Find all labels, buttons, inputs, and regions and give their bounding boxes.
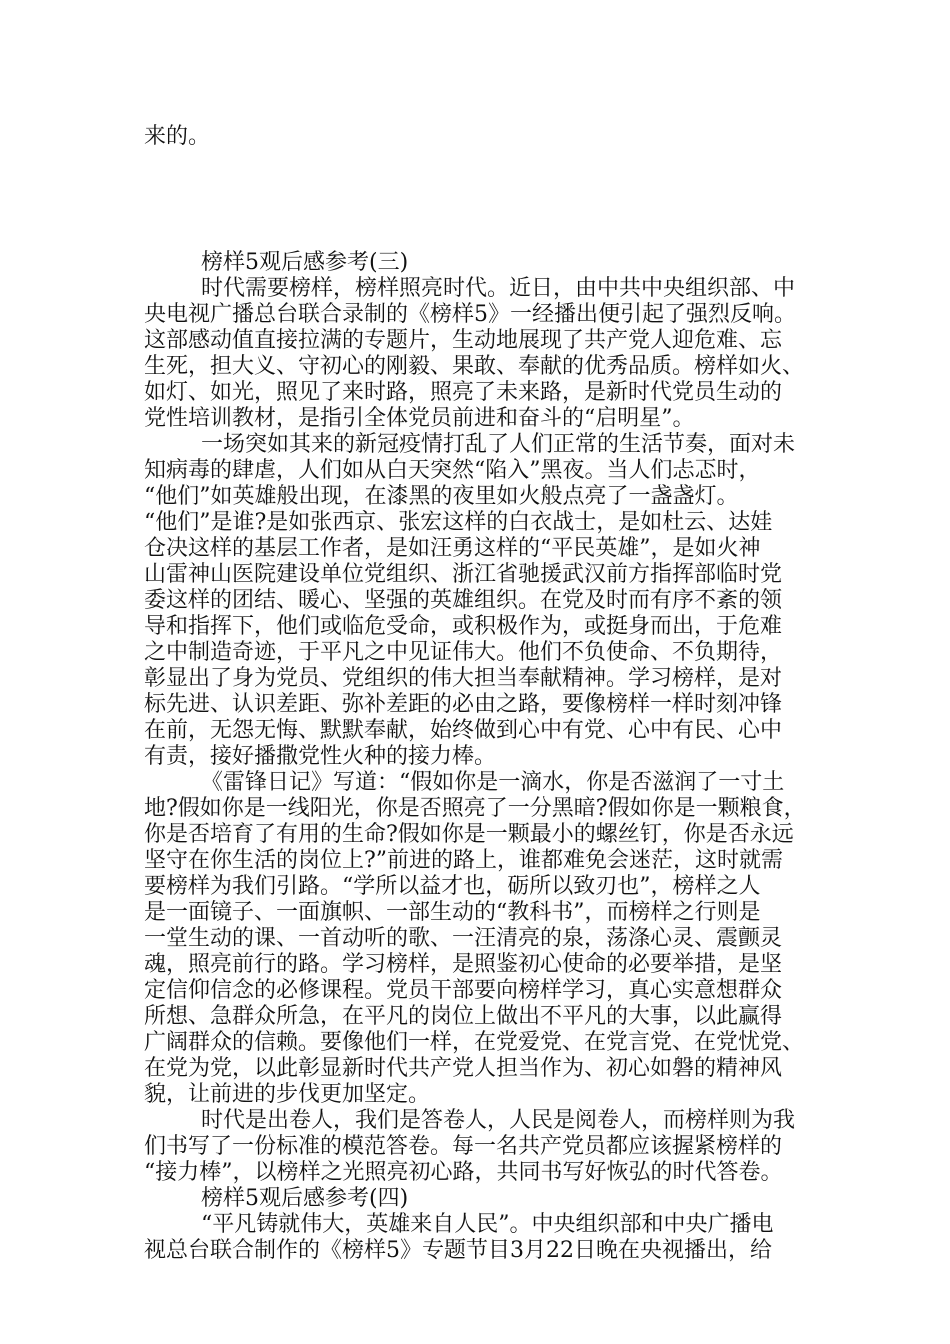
text-line: 地?假如你是一线阳光，你是否照亮了一分黑暗?假如你是一颗粮食，: [144, 796, 806, 821]
text-line: 要榜样为我们引路。“学所以益才也，砺所以致刃也”，榜样之人: [144, 874, 761, 899]
text-line: 党性培训教材，是指引全体党员前进和奋斗的“启明星”。: [144, 406, 695, 431]
text-line: 视总台联合制作的《榜样5》专题节目3月22日晚在央视播出，给: [144, 1238, 772, 1263]
text-line: 坚守在你生活的岗位上?”前进的路上，谁都难免会迷茫，这时就需: [144, 848, 784, 873]
text-line: 所想、急群众所急，在平凡的岗位上做出不平凡的大事，以此赢得: [144, 1004, 783, 1029]
text-line: 一场突如其来的新冠疫情打乱了人们正常的生活节奏，面对未: [201, 432, 796, 457]
text-line: 导和指挥下，他们或临危受命，或积极作为，或挺身而出，于危难: [144, 614, 783, 639]
text-line: 魂，照亮前行的路。学习榜样，是照鉴初心使命的必要举措，是坚: [144, 952, 783, 977]
text-line: 如灯、如光，照见了来时路，照亮了未来路，是新时代党员生动的: [144, 380, 783, 405]
text-line: 生死，担大义、守初心的刚毅、果敢、奉献的优秀品质。榜样如火、: [144, 354, 805, 379]
section-heading: 榜样5观后感参考(三): [201, 250, 409, 275]
text-line: “平凡铸就伟大，英雄来自人民”。中央组织部和中央广播电: [201, 1212, 774, 1237]
text-line: 委这样的团结、暖心、坚强的英雄组织。在党及时而有序不紊的领: [144, 588, 783, 613]
text-line: “他们”如英雄般出现，在漆黑的夜里如火般点亮了一盏盏灯。: [144, 484, 739, 509]
text-line: 定信仰信念的必修课程。党员干部要向榜样学习，真心实意想群众: [144, 978, 783, 1003]
text-line: 《雷锋日记》写道：“假如你是一滴水，你是否滋润了一寸土: [201, 770, 785, 795]
text-line: 时代需要榜样，榜样照亮时代。近日，由中共中央组织部、中: [201, 276, 796, 301]
text-line: 山雷神山医院建设单位党组织、浙江省驰援武汉前方指挥部临时党: [144, 562, 783, 587]
text-line: 们书写了一份标准的模范答卷。每一名共产党员都应该握紧榜样的: [144, 1134, 783, 1159]
text-line: 知病毒的肆虐，人们如从白天突然“陷入”黑夜。当人们忐忑时，: [144, 458, 761, 483]
text-line: 广阔群众的信赖。要像他们一样，在党爱党、在党言党、在党忧党、: [144, 1030, 805, 1055]
text-line: 标先进、认识差距、弥补差距的必由之路，要像榜样一样时刻冲锋: [144, 692, 783, 717]
text-line: 时代是出卷人，我们是答卷人，人民是阅卷人，而榜样则为我: [201, 1108, 796, 1133]
text-line: 之中制造奇迹，于平凡之中见证伟大。他们不负使命、不负期待，: [144, 640, 783, 665]
text-line: 是一面镜子、一面旗帜、一部生动的“教科书”，而榜样之行则是: [144, 900, 761, 925]
text-line: 仓决这样的基层工作者，是如汪勇这样的“平民英雄”，是如火神: [144, 536, 761, 561]
text-line: 来的。: [144, 124, 211, 149]
section-heading: 榜样5观后感参考(四): [201, 1186, 409, 1211]
text-line: 有责，接好播撒党性火种的接力棒。: [144, 744, 497, 769]
text-line: 央电视广播总台联合录制的《榜样5》一经播出便引起了强烈反响。: [144, 302, 796, 327]
text-line: 一堂生动的课、一首动听的歌、一汪清亮的泉，荡涤心灵、震颤灵: [144, 926, 783, 951]
text-line: “接力棒”，以榜样之光照亮初心路，共同书写好恢弘的时代答卷。: [144, 1160, 783, 1185]
text-line: “他们”是谁?是如张西京、张宏这样的白衣战士，是如杜云、达娃: [144, 510, 773, 535]
text-line: 这部感动值直接拉满的专题片，生动地展现了共产党人迎危难、忘: [144, 328, 783, 353]
text-line: 在前，无怨无悔、默默奉献，始终做到心中有党、心中有民、心中: [144, 718, 783, 743]
text-line: 貌，让前进的步伐更加坚定。: [144, 1082, 431, 1107]
text-line: 你是否培育了有用的生命?假如你是一颗最小的螺丝钉，你是否永远: [144, 822, 794, 847]
text-line: 在党为党，以此彰显新时代共产党人担当作为、初心如磐的精神风: [144, 1056, 783, 1081]
text-line: 彰显出了身为党员、党组织的伟大担当奉献精神。学习榜样，是对: [144, 666, 783, 691]
